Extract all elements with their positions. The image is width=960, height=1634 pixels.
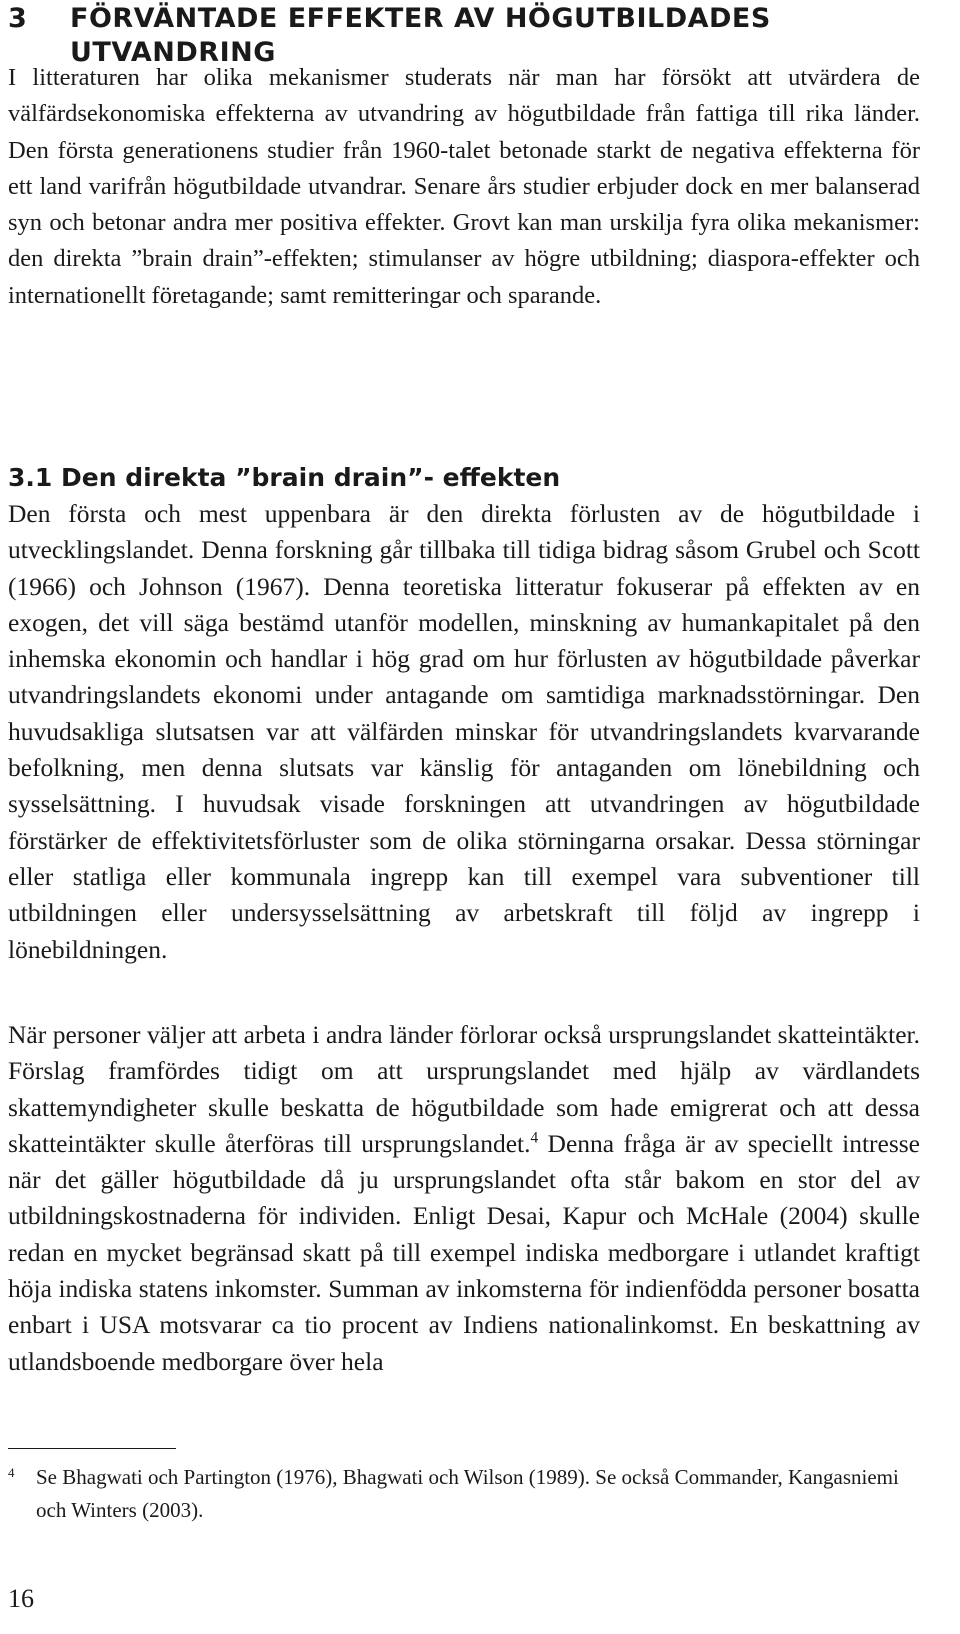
page-number: 16 [8, 1584, 34, 1613]
tax-paragraph-text-start: När personer väljer att arbeta i andra länder förlorar också ursprungslandet skatteintäkter. Förslag framfördes tidigt om att ursprungslandet med hjälp av värdlandets skattemyndigheter skulle beskatta de högutbildade som hade emigrerat och att dessa skatteintäkter skulle återföras till ursprungslandet. [8, 1020, 920, 1158]
footnote-number: 4 [8, 1465, 15, 1480]
intro-paragraph: I litteraturen har olika mekanismer studerats när man har försökt att utvärdera de välfärdsekonomiska effekterna av utvandring av högutbildade från fattiga till rika länder. Den första generationens studier från 1960-talet betonade starkt de negativa effekterna för ett land varifrån högutbildade utvandrar. Senare års studier erbjuder dock en mer balanserad syn och betonar andra mer positiva effekter. Grovt kan man urskilja fyra olika mekanismer: den direkta ”brain drain”-effekten; stimulanser av högre utbildning; diaspora-effekter och internationellt företagande; samt remitteringar och sparande. [8, 64, 920, 309]
footnote-reference[interactable]: 4 [530, 1129, 539, 1147]
subsection-heading: 3.1 Den direkta ”brain drain”- effekten [8, 463, 561, 492]
footnote-separator [8, 1448, 176, 1449]
section-number: 3 [8, 3, 28, 34]
section-title: FÖRVÄNTADE EFFEKTER AV HÖGUTBILDADES UTVANDRING [70, 3, 771, 68]
tax-paragraph-text-end: Denna fråga är av speciellt intresse när det gäller högutbildade då ju ursprungslandet ofta står bakom en stor del av utbildningskostnaderna för individen. Enligt Desai, Kapur och McHale (2004) skulle redan en mycket begränsad skatt på till exempel indiska medborgare i utlandet kraftigt höja indiska statens inkomster. Summan av inkomsterna för indienfödda personer bosatta enbart i USA motsvarar ca tio procent av Indiens nationalinkomst. En beskattning av utlandsboende medborgare över hela [8, 1128, 920, 1376]
brain-drain-paragraph: Den första och mest uppenbara är den direkta förlusten av de högutbildade i utvecklingslandet. Denna forskning går tillbaka till tidiga bidrag såsom Grubel och Scott (1966) och Johnson (1967). Denna teoretiska litteratur fokuserar på effekten av en exogen, det vill säga bestämd utanför modellen, minskning av humankapitalet på den inhemska ekonomin och handlar i hög grad om hur förlusten av högutbildade påverkar utvandringslandets ekonomi under antagande om samtidiga marknadsstörningar. Den huvudsakliga slutsatsen var att välfärden minskar för utvandringslandets kvarvarande befolkning, men denna slutsats var känslig för antaganden om lönebildning och sysselsättning. I huvudsak visade forskningen att utvandringen av högutbildade förstärker de effektivitetsförluster som de olika störningarna orsakar. Dessa störningar eller statliga eller kommunala ingrepp kan till exempel vara subventioner till utbildningen eller undersysselsättning av arbetskraft till följd av ingrepp i lönebildningen. [8, 499, 920, 964]
footnote [8, 1461, 920, 1527]
footnote-text: Se Bhagwati och Partington (1976), Bhagwati och Wilson (1989). Se också Commander, Kangasniemi och Winters (2003). [36, 1465, 899, 1522]
tax-paragraph [8, 1017, 920, 1380]
